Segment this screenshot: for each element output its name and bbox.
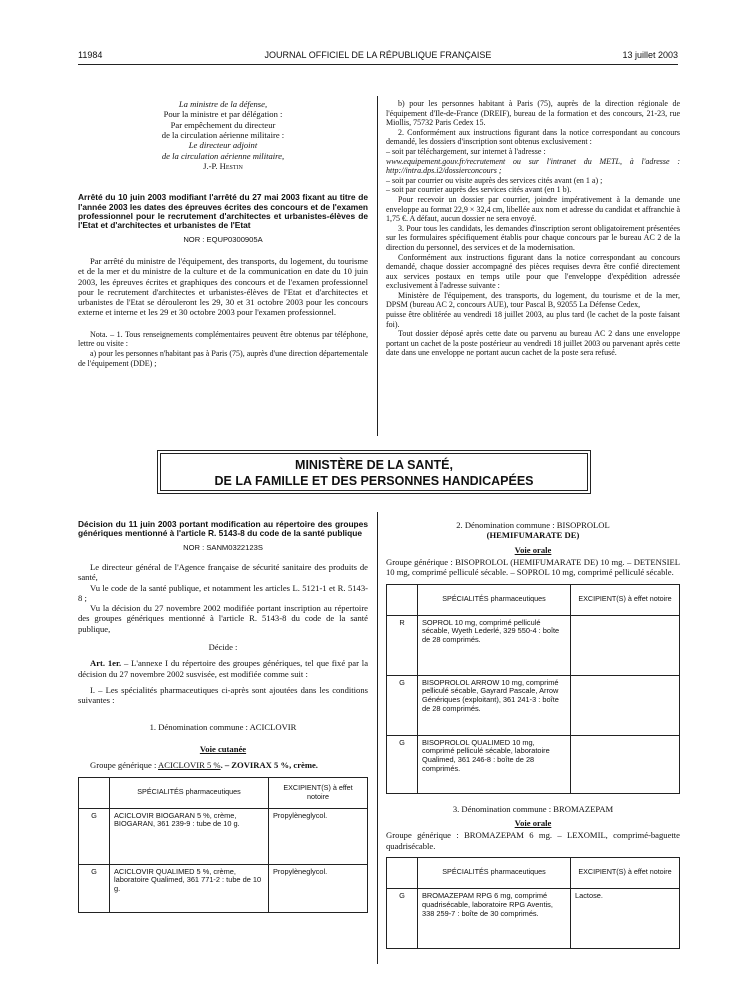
section-I: I. – Les spécialités pharmaceutiques ci-après sont ajoutées dans les conditions suivantes :: [78, 685, 368, 706]
decision-visa-2: Vu la décision du 27 novembre 2002 modifiée portant inscription au répertoire des groupes génériques mentionné à l'article R. 5143-8 du code de la santé publique,: [78, 603, 368, 634]
row-excipient: [571, 675, 680, 735]
row-excipient: Propylèneglycol.: [269, 864, 368, 912]
specialities-table-2: [386, 584, 680, 794]
nota-item-a: a) pour les personnes n'habitant pas à Paris (75), auprès d'une direction départementale de l'équipement (DDE) ;: [78, 348, 368, 368]
row-speciality: BROMAZEPAM RPG 6 mg, comprimé quadrisécable, laboratoire RPG Aventis, 338 259-7 : boîte de 30 comprimés.: [418, 888, 571, 948]
row-code: G: [387, 735, 418, 793]
instructions-2b: www.equipement.gouv.fr/recrutement ou sur l'intranet du METL, à l'adresse : http://intra.dps.i2/dossierconcours ;: [386, 156, 680, 176]
table-row: [79, 864, 368, 912]
row-code: G: [79, 808, 110, 864]
arrete-title: Arrêté du 10 juin 2003 modifiant l'arrêté du 27 mai 2003 fixant au titre de l'année 2003 les dates des épreuves écrites des concours et de l'examen professionnel pour le recrutement d'architectes et urbanistes-élèves de l'Etat et d'architectes et urbanistes de l'Etat: [78, 192, 368, 231]
ministry-line-1: MINISTÈRE DE LA SANTÉ,: [295, 458, 453, 472]
left-column-bottom: [78, 520, 368, 913]
page-number: 11984: [78, 50, 103, 60]
column-divider-top: [377, 96, 378, 436]
nota-item-b: b) pour les personnes habitant à Paris (75), auprès de la direction régionale de l'équipement d'Ile-de-France (DREIF), bureau de la formation et des concours, 21-23, rue Miollis, 75732 Paris Cedex 15.: [386, 99, 680, 128]
signature-line: La ministre de la défense,: [178, 99, 268, 109]
ministry-heading: [160, 453, 588, 491]
instructions-7: Tout dossier déposé après cette date ou parvenu au bureau AC 2 dans une enveloppe portant un cachet de la poste postérieur au vendredi 18 juillet 2003 ou parvenant après cette date dans une enveloppe ne portant aucun cachet de la poste sera refusé.: [386, 329, 680, 358]
decision-visa-1: Vu le code de la santé publique, et notamment les articles L. 5121-1 et R. 5143-8 ;: [78, 582, 368, 603]
row-excipient: Lactose.: [571, 888, 680, 948]
table-header-excipients: EXCIPIENT(S) à effet notoire: [571, 584, 680, 615]
signatory-name: J.-P. Hestin: [203, 160, 243, 171]
signature-line: Le directeur adjoint: [188, 140, 258, 151]
table-header-specialites: SPÉCIALITÉS pharmaceutiques: [418, 857, 571, 888]
table-header-specialites: SPÉCIALITÉS pharmaceutiques: [110, 777, 269, 808]
route-orale: Voie orale: [514, 817, 552, 828]
article-label: Art. 1er.: [90, 658, 122, 669]
page-header: [78, 50, 678, 64]
decision-preamble: Le directeur général de l'Agence française de sécurité sanitaire des produits de santé,: [78, 561, 368, 583]
nota-paragraph: Nota. – 1. Tous renseignements complémentaires peuvent être obtenus par téléphone, lettre ou visite :: [78, 329, 368, 349]
group-label: Groupe générique :: [90, 760, 159, 771]
issue-date: 13 juillet 2003: [622, 50, 678, 60]
journal-title: JOURNAL OFFICIEL DE LA RÉPUBLIQUE FRANÇAISE: [264, 50, 492, 60]
signature-line: de la circulation aérienne militaire :: [161, 129, 285, 140]
signature-line: de la circulation aérienne militaire,: [161, 150, 285, 161]
denomination-3: 3. Dénomination commune : BROMAZEPAM: [452, 803, 614, 814]
signature-line: Par empêchement du directeur: [170, 119, 276, 130]
specialities-table-3: [386, 857, 680, 949]
table-header-excipients: EXCIPIENT(S) à effet notoire: [571, 857, 680, 888]
row-excipient: [571, 615, 680, 675]
row-excipient: [571, 735, 680, 793]
right-column-top: [386, 99, 680, 358]
group-princeps: . – ZOVIRAX 5 %, crème.: [220, 760, 318, 771]
table-row: [387, 888, 680, 948]
table-header-excipients: EXCIPIENT(S) à effet notoire: [269, 777, 368, 808]
row-excipient: Propylèneglycol.: [269, 808, 368, 864]
nor-reference: NOR : EQUP0300905A: [183, 234, 263, 244]
group-reference: ACICLOVIR 5 %: [158, 760, 221, 771]
row-code: G: [387, 675, 418, 735]
row-code: G: [387, 888, 418, 948]
denomination-2: 2. Dénomination commune : BISOPROLOL: [456, 520, 610, 530]
instructions-2d: – soit par courrier auprès des services cités avant (en 1 b).: [386, 185, 572, 195]
left-column-top: [78, 99, 368, 368]
instructions-2a: – soit par téléchargement, sur internet à l'adresse :: [386, 146, 546, 156]
table-row: [79, 808, 368, 864]
instructions-5: Ministère de l'équipement, des transports, du logement, du tourisme et de la mer, DPSM (bureau AC 2, concours AUE), tour Pascal B, 92055 La Défense Cedex,: [386, 290, 680, 310]
row-speciality: ACICLOVIR BIOGARAN 5 %, crème, BIOGARAN, 361 239-9 : tube de 10 g.: [110, 808, 269, 864]
route-orale: Voie orale: [514, 544, 552, 555]
denomination-1: 1. Dénomination commune : ACICLOVIR: [149, 721, 297, 732]
table-row: [387, 615, 680, 675]
row-speciality: ACICLOVIR QUALIMED 5 %, crème, laboratoire Qualimed, 361 771-2 : tube de 10 g.: [110, 864, 269, 912]
specialities-table-1: [78, 777, 368, 913]
instructions-2: 2. Conformément aux instructions figurant dans la notice correspondant au concours demandé, les dossiers d'inscription sont obtenus exclusivement :: [386, 127, 680, 147]
row-speciality: SOPROL 10 mg, comprimé pelliculé sécable, Wyeth Lederlé, 329 550-4 : boîte de 28 comprimés.: [418, 615, 571, 675]
right-column-bottom: [386, 520, 680, 949]
ministry-line-2: DE LA FAMILLE ET DES PERSONNES HANDICAPÉES: [214, 474, 534, 488]
route-cutanee: Voie cutanée: [199, 743, 247, 754]
row-code: R: [387, 615, 418, 675]
column-divider-bottom: [377, 512, 378, 964]
instructions-6: puisse être oblitérée au vendredi 18 juillet 2003, au plus tard (le cachet de la poste faisant foi).: [386, 310, 680, 329]
table-row: [387, 675, 680, 735]
nor-reference: NOR : SANM0322123S: [183, 542, 263, 552]
instructions-4: Conformément aux instructions figurant dans la notice correspondant au concours demandé, chaque dossier accompagné des pièces requises devra être confié directement aux services postaux en temps utile pour que l'enveloppe d'expédition adressée exclusivement à l'adresse suivante :: [386, 252, 680, 291]
row-speciality: BISOPROLOL QUALIMED 10 mg, comprimé pelliculé sécable, laboratoire Qualimed, 361 246-8 : boîte de 28 comprimés.: [418, 735, 571, 793]
table-row: [387, 735, 680, 793]
table-header-specialites: SPÉCIALITÉS pharmaceutiques: [418, 584, 571, 615]
row-speciality: BISOPROLOL ARROW 10 mg, comprimé pelliculé sécable, Gayrard Pascale, Arrow Génériques (exploitant), 361 241-3 : boîte de 28 comprimés.: [418, 675, 571, 735]
group-3: Groupe générique : BROMAZEPAM 6 mg. – LEXOMIL, comprimé-baguette quadrisécable.: [386, 830, 680, 851]
denomination-2-sub: (HEMIFUMARATE DE): [486, 530, 580, 541]
instructions-2e: Pour recevoir un dossier par courrier, joindre impérativement à la demande une enveloppe au format 22,9 × 32,4 cm, libellée aux nom et adresse du candidat et affranchie à 1,75 €. A défaut, aucun dossier ne sera envoyé.: [386, 194, 680, 224]
group-2: Groupe générique : BISOPROLOL (HEMIFUMARATE DE) 10 mg. – DETENSIEL 10 mg, comprimé pelliculé sécable. – SOPROL 10 mg, comprimé pelliculé sécable.: [386, 556, 680, 578]
decision-title: Décision du 11 juin 2003 portant modification au répertoire des groupes génériques mentionné à l'article R. 5143-8 du code de la santé publique: [78, 519, 368, 539]
arrete-body: Par arrêté du ministre de l'équipement, des transports, du logement, du tourisme et de la mer et du ministre de la culture et de la communication en date du 10 juin 2003, les épreuves écrites et graphiques des concours et de l'examen professionnel pour le recrutement d'architectes et urbanistes-élèves de l'Etat et d'architectes et urbanistes de l'Etat se dérouleront les 29, 30 et 31 octobre 2003 pour les concours externe et interne et les 29 et 30 octobre 2003 pour l'examen professionnel.: [78, 255, 368, 318]
header-rule: [78, 64, 678, 65]
signature-line: Pour la ministre et par délégation :: [163, 109, 283, 120]
instructions-2c: – soit par courrier ou visite auprès des services cités avant (en 1 a) ;: [386, 175, 603, 185]
decide-label: Décide :: [208, 642, 238, 653]
row-code: G: [79, 864, 110, 912]
instructions-3: 3. Pour tous les candidats, les demandes d'inscription seront obligatoirement présentées sur les formulaires spécifiquement établis pour chaque concours par le bureau AC 2 de la direction du personnel, des services et de la modernisation.: [386, 223, 680, 252]
article-1-text: – L'annexe I du répertoire des groupes génériques, tel que fixé par la décision du 27 novembre 2002 susvisée, est modifiée comme suit :: [78, 658, 369, 679]
